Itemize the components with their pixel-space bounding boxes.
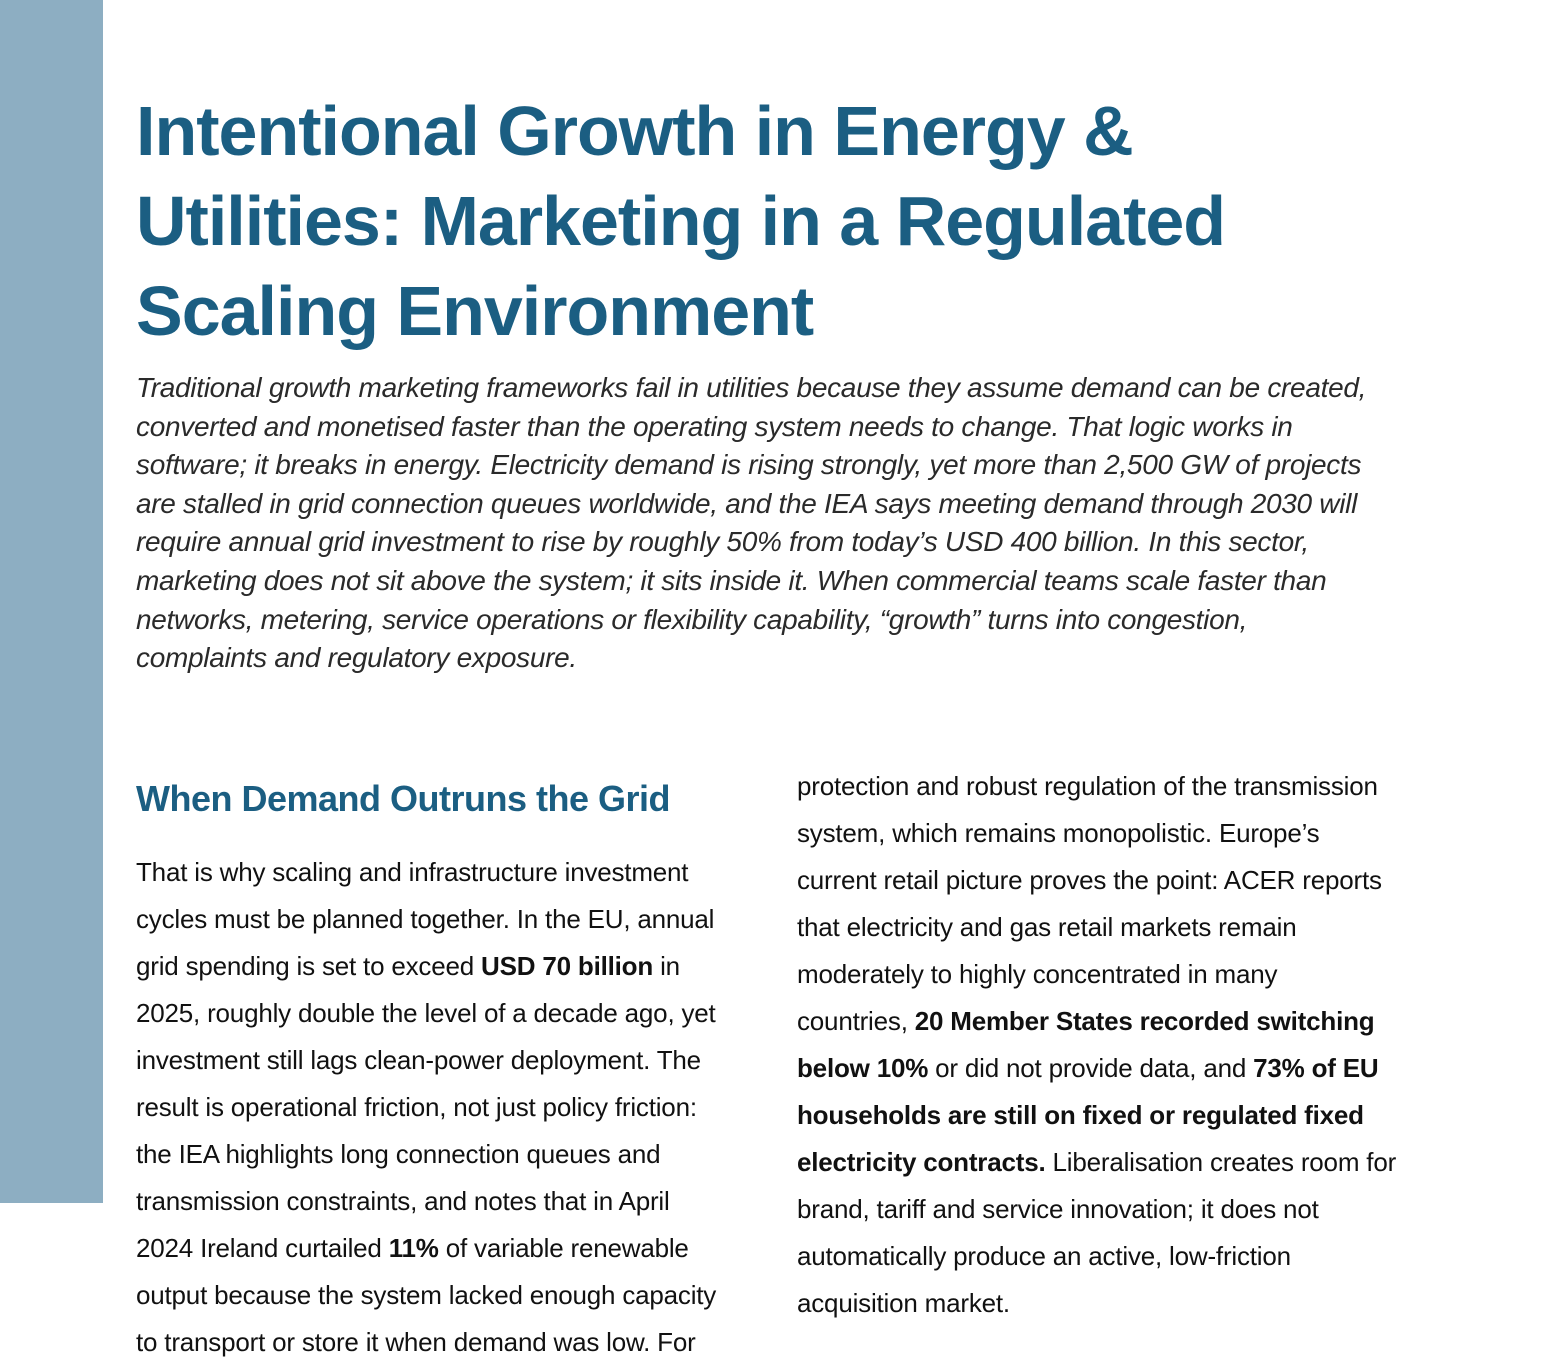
- body-line: 2025, roughly double the level of a decade ago, yet: [136, 998, 716, 1028]
- text-run: of variable renewable: [438, 1233, 689, 1263]
- title-line: Scaling Environment: [136, 272, 814, 350]
- body-line: the IEA highlights long connection queues and: [136, 1139, 661, 1169]
- body-line: protection and robust regulation of the transmission: [797, 771, 1378, 801]
- bold-stat: 73% of EU: [1253, 1053, 1379, 1083]
- body-line: result is operational friction, not just policy friction:: [136, 1092, 697, 1122]
- body-line: [797, 1139, 1457, 1186]
- bold-stat: below 10%: [797, 1053, 929, 1083]
- lede-line: networks, metering, service operations or flexibility capability, “growth” turns into congestion,: [136, 603, 1248, 635]
- lede-line: software; it breaks in energy. Electricity demand is rising strongly, yet more than 2,500 GW of projects: [136, 449, 1362, 481]
- body-line: moderately to highly concentrated in many: [797, 959, 1278, 989]
- lede-line: Traditional growth marketing frameworks fail in utilities because they assume demand can be created,: [136, 372, 1367, 403]
- lede-line: require annual grid investment to rise by roughly 50% from today’s USD 400 billion. In this sector,: [136, 526, 1309, 558]
- body-line: [797, 1045, 1457, 1092]
- lede-line: converted and monetised faster than the operating system needs to change. That logic works in: [136, 410, 1293, 442]
- body-line: acquisition market.: [797, 1288, 1010, 1318]
- text-run: Liberalisation creates room for: [1045, 1147, 1397, 1177]
- body-line: That is why scaling and infrastructure investment: [136, 857, 689, 887]
- text-run: countries,: [797, 1006, 915, 1036]
- body-line: [136, 1225, 776, 1272]
- body-column-right: [797, 763, 1457, 1327]
- lede-line: are stalled in grid connection queues worldwide, and the IEA says meeting demand through 2030 will: [136, 487, 1357, 519]
- lede-line: marketing does not sit above the system; it sits inside it. When commercial teams scale faster than: [136, 564, 1327, 596]
- bold-stat: households are still on fixed or regulated fixed: [797, 1100, 1364, 1130]
- body-line: cycles must be planned together. In the EU, annual: [136, 904, 715, 934]
- body-line: [797, 998, 1457, 1045]
- title-line: Intentional Growth in Energy &: [136, 92, 1133, 170]
- section-heading: When Demand Outruns the Grid: [136, 778, 671, 819]
- body-line: system, which remains monopolistic. Europe’s: [797, 818, 1320, 848]
- lede-paragraph: [136, 369, 1466, 678]
- text-run: 2024 Ireland curtailed: [136, 1233, 389, 1263]
- body-line: output because the system lacked enough capacity: [136, 1280, 717, 1310]
- title-line: Utilities: Marketing in a Regulated: [136, 182, 1226, 260]
- bold-stat: electricity contracts.: [797, 1147, 1046, 1177]
- body-line: automatically produce an active, low-friction: [797, 1241, 1291, 1271]
- bold-stat: USD 70 billion: [481, 951, 654, 981]
- bold-stat: 20 Member States recorded switching: [914, 1006, 1375, 1036]
- page-title: [136, 86, 1436, 356]
- bold-stat: 11%: [388, 1233, 439, 1263]
- accent-sidebar-bar: [0, 0, 103, 1203]
- body-line: investment still lags clean-power deployment. The: [136, 1045, 701, 1075]
- body-line: brand, tariff and service innovation; it does not: [797, 1194, 1319, 1224]
- text-run: or did not provide data, and: [928, 1053, 1254, 1083]
- text-run: grid spending is set to exceed: [136, 951, 482, 981]
- body-line: [136, 943, 776, 990]
- body-line: to transport or store it when demand was low. For: [136, 1327, 696, 1357]
- body-line: that electricity and gas retail markets remain: [797, 912, 1297, 942]
- text-run: in: [653, 951, 680, 981]
- body-line: [797, 1092, 1457, 1139]
- body-line: transmission constraints, and notes that in April: [136, 1186, 670, 1216]
- body-line: current retail picture proves the point: ACER reports: [797, 865, 1382, 895]
- lede-line: complaints and regulatory exposure.: [136, 642, 577, 674]
- body-column-left: [136, 849, 776, 1366]
